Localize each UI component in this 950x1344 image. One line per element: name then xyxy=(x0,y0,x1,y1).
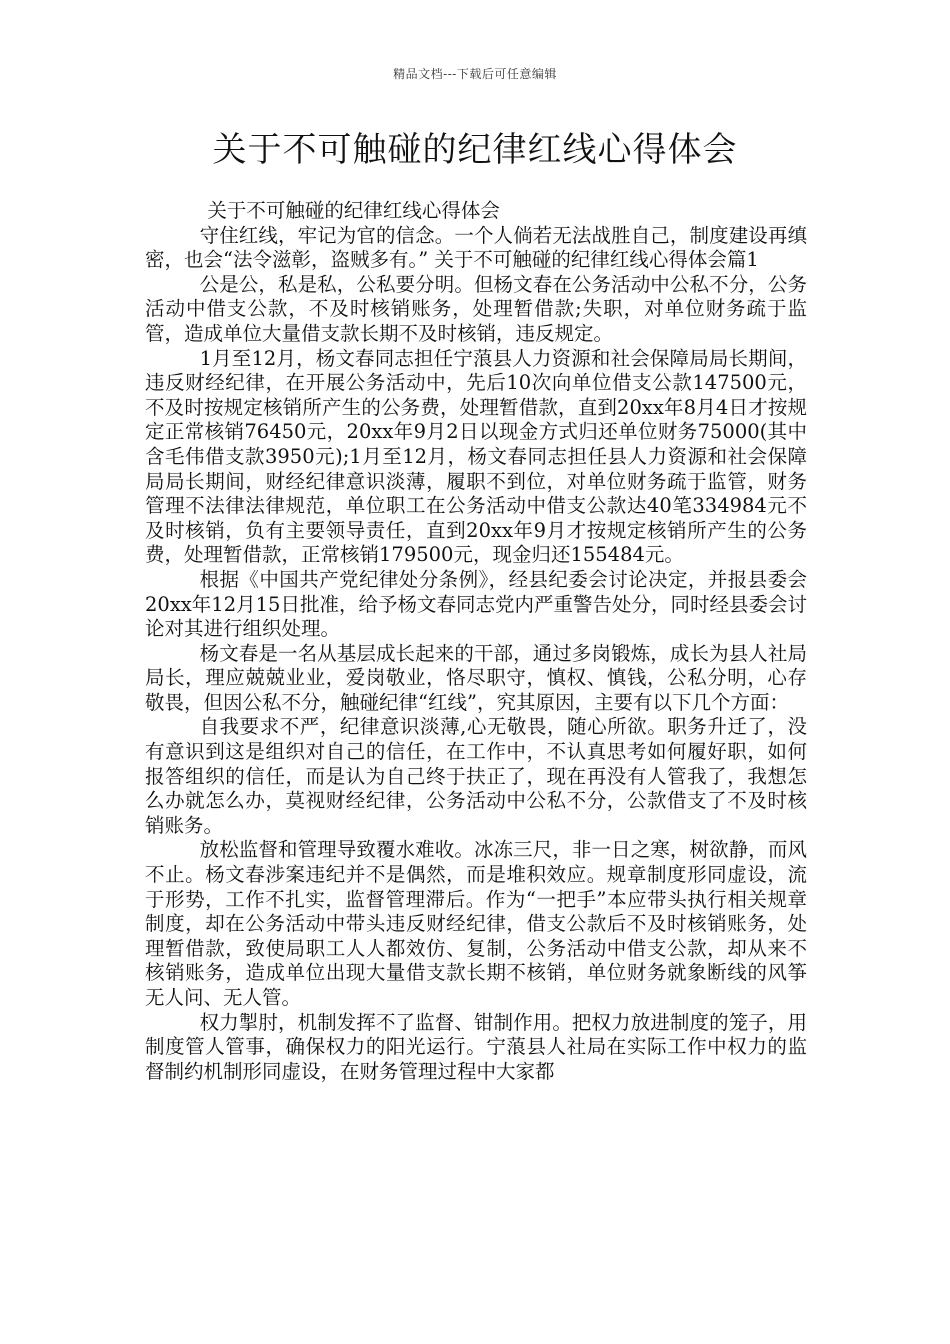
paragraph-8: 权力掣肘，机制发挥不了监督、钳制作用。把权力放进制度的笼子，用制度管人管事，确保权力的阳光运行。宁蒗县人社局在实际工作中权力的监督制约机制形同虚设，在财务管理过程中大家都 xyxy=(145,1010,807,1083)
document-title: 关于不可触碰的纪律红线心得体会 xyxy=(212,130,738,170)
paragraph-7: 放松监督和管理导致覆水难收。冰冻三尺，非一日之寒，树欲静，而风不止。杨文春涉案违纪并不是偶然，而是堆积效应。规章制度形同虚设，流于形势，工作不扎实，监督管理滞后。作为“一把手”本应带头执行相关规章制度，却在公务活动中带头违反财经纪律，借支公款后不及时核销账务，处理暂借款，致使局职工人人都效仿、复制，公务活动中借支公款，却从来不核销账务，造成单位出现大量借支款长期不核销，单位财务就象断线的风筝无人问、无人管。 xyxy=(145,838,807,1009)
header-note: 精品文档---下载后可任意编辑 xyxy=(393,67,557,81)
paragraph-4: 根据《中国共产党纪律处分条例》，经县纪委会讨论决定，并报县委会20xx年12月15日批准，给予杨文春同志党内严重警告处分，同时经县委会讨论对其进行组织处理。 xyxy=(145,567,807,641)
paragraph-3: 1月至12月，杨文春同志担任宁蒗县人力资源和社会保障局局长期间，违反财经纪律，在开展公务活动中，先后10次向单位借支公款147500元，不及时按规定核销所产生的公务费，处理暂借款，直到20xx年8月4日才按规定正常核销76450元，20xx年9月2日以现金方式归还单位财务75000(其中含毛伟借支款3950元);1月至12月，杨文春同志担任县人力资源和社会保障局局长期间，财经纪律意识淡薄，履职不到位，对单位财务疏于监管，财务管理不法律法律规范，单位职工在公务活动中借支公款达40笔334984元不及时核销，负有主要领导责任，直到20xx年9月才按规定核销所产生的公务费，处理暂借款，正常核销179500元，现金归还155484元。 xyxy=(145,346,807,567)
document-subtitle: 关于不可触碰的纪律红线心得体会 xyxy=(207,199,500,222)
paragraph-2: 公是公，私是私，公私要分明。但杨文春在公务活动中公私不分，公务活动中借支公款，不及时核销账务，处理暂借款;失职，对单位财务疏于监管，造成单位大量借支款长期不及时核销，违反规定。 xyxy=(145,272,807,345)
paragraph-1: 守住红线，牢记为官的信念。一个人倘若无法战胜自己，制度建设再缜密，也会“法令滋彰，盗贼多有。” 关于不可触碰的纪律红线心得体会篇1 xyxy=(145,223,807,272)
paragraph-6: 自我要求不严，纪律意识淡薄,心无敬畏，随心所欲。职务升迁了，没有意识到这是组织对自己的信任，在工作中，不认真思考如何履好职，如何报答组织的信任，而是认为自己终于扶正了，现在再没有人管我了，我想怎么办就怎么办，莫视财经纪律，公务活动中公私不分，公款借支了不及时核销账务。 xyxy=(145,715,807,837)
paragraph-5: 杨文春是一名从基层成长起来的干部，通过多岗锻炼，成长为县人社局局长，理应兢兢业业，爱岗敬业，恪尽职守，慎权、慎钱，公私分明，心存敬畏，但因公私不分，触碰纪律“红线”，究其原因，主要有以下几个方面： xyxy=(145,641,807,714)
document-body xyxy=(145,199,807,1084)
